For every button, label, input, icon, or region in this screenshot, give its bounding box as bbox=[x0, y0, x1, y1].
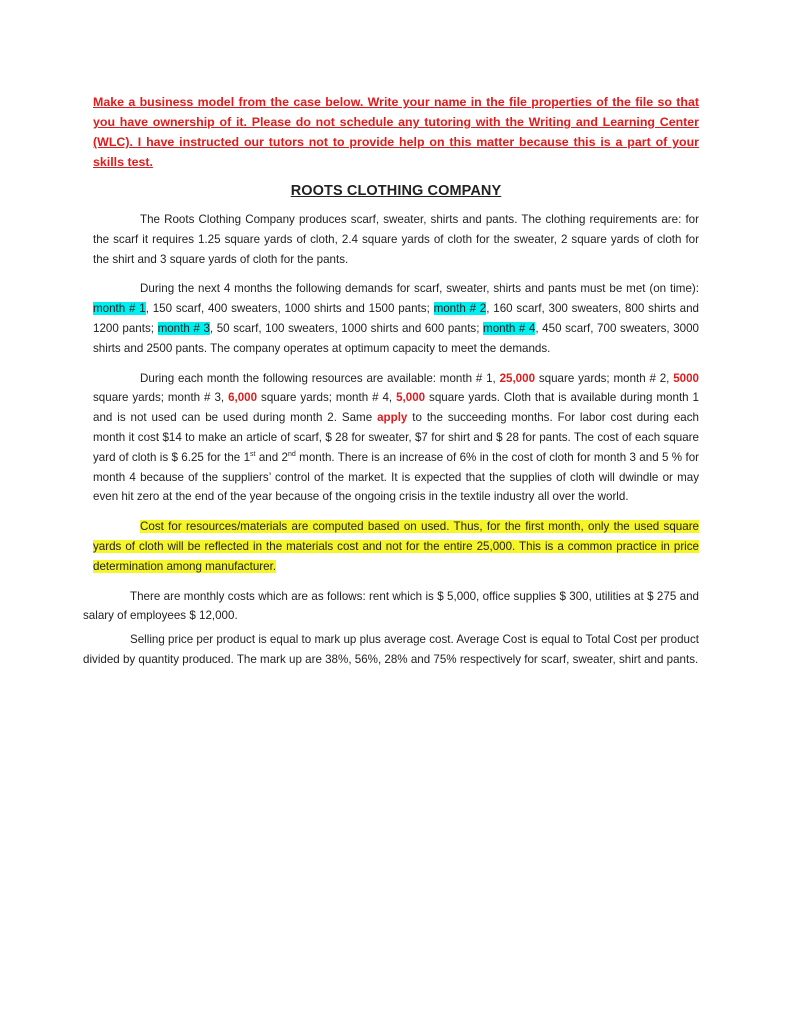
demands-lead: During the next 4 months the following demands for scarf, sweater, shirts and pants must be met (on time): bbox=[140, 282, 699, 296]
resources-text-8: month. There is an increase of 6% in the cost of cloth for month 3 and 5 % for month 4 because of the suppliers’ control of the market. It is expected that the supplies of cloth will dwindle or may even hit zero at the end of the year because of the ongoing crisis in the textile industry all over the world. bbox=[93, 450, 700, 504]
superscript-nd: nd bbox=[288, 450, 296, 458]
month-4-demand: , 450 scarf, 700 sweaters, 3000 shirts and 2500 pants. The company operates at optimum capacity to meet the demands. bbox=[93, 321, 700, 355]
document-page bbox=[83, 92, 700, 680]
month-3-resource: 6,000 bbox=[228, 391, 258, 405]
month-2-resource: 5000 bbox=[673, 371, 700, 385]
resources-text-7: and 2 bbox=[255, 450, 289, 464]
month-2-label: month # 2 bbox=[433, 302, 487, 316]
document-title: ROOTS CLOTHING COMPANY bbox=[290, 183, 502, 199]
paragraph-demands bbox=[93, 279, 699, 358]
paragraph-cost-basis bbox=[93, 517, 699, 576]
paragraph-clothing-requirements: The Roots Clothing Company produces scarf, sweater, shirts and pants. The clothing requirements are: for the scarf it requires 1.25 square yards of cloth, 2.4 square yards of cloth for the sweater, 2 square yards of cloth for the shirt and 3 square yards of cloth for the pants. bbox=[93, 213, 699, 266]
resources-text-2: square yards; month # 2, bbox=[535, 371, 674, 385]
resources-text-4: square yards; month # 4, bbox=[257, 391, 397, 405]
resources-text-6: to the succeeding months. For labor cost during each month it cost $14 to make an article of scarf, $ 28 for sweater, $7 for shirt and $ 28 for pants. The cost of each square yard of cloth is $ 6.25 for the 1 bbox=[93, 411, 699, 464]
cost-basis-highlight: Cost for resources/materials are computed based on used. Thus, for the first month, only the used square yards of cloth will be reflected in the materials cost and not for the entire 25,000. This is a common practice in price determination among manufacturer. bbox=[93, 520, 699, 573]
paragraph-selling-price: Selling price per product is equal to mark up plus average cost. Average Cost is equal to Total Cost per product divided by quantity produced. The mark up are 38%, 56%, 28% and 75% respectively for scarf, sweater, shirt and pants. bbox=[83, 633, 699, 666]
resources-text-1: During each month the following resources are available: month # 1, bbox=[140, 371, 500, 385]
superscript-st: st bbox=[250, 450, 256, 458]
month-1-demand: , 150 scarf, 400 sweaters, 1000 shirts and 1500 pants; bbox=[145, 302, 434, 316]
resources-text-3: square yards; month # 3, bbox=[93, 391, 229, 405]
month-3-demand: , 50 scarf, 100 sweaters, 1000 shirts and 600 pants; bbox=[209, 321, 484, 335]
month-3-label: month # 3 bbox=[157, 321, 210, 335]
assignment-instructions: Make a business model from the case below. Write your name in the file properties of the file so that you have ownership of it. Please do not schedule any tutoring with the Writing and Learning Center (WLC). I have instructed our tutors not to provide help on this matter because this is a part of your skills test. bbox=[93, 95, 699, 169]
month-4-label: month # 4 bbox=[483, 321, 536, 335]
month-1-resource: 25,000 bbox=[499, 371, 536, 385]
paragraph-resources bbox=[93, 369, 699, 508]
month-2-demand: , 160 scarf, 300 sweaters, 800 shirts and 1200 pants; bbox=[93, 302, 699, 335]
resources-text-5: square yards. Cloth that is available during month 1 and is not used can be used during month 2. Same bbox=[93, 391, 700, 425]
paragraph-monthly-costs: There are monthly costs which are as follows: rent which is $ 5,000, office supplies $ 300, utilities at $ 275 and salary of employees $ 12,000. bbox=[83, 589, 699, 623]
month-4-resource: 5,000 bbox=[396, 391, 426, 405]
month-1-label: month # 1 bbox=[93, 302, 146, 316]
apply-word: apply bbox=[377, 411, 408, 425]
